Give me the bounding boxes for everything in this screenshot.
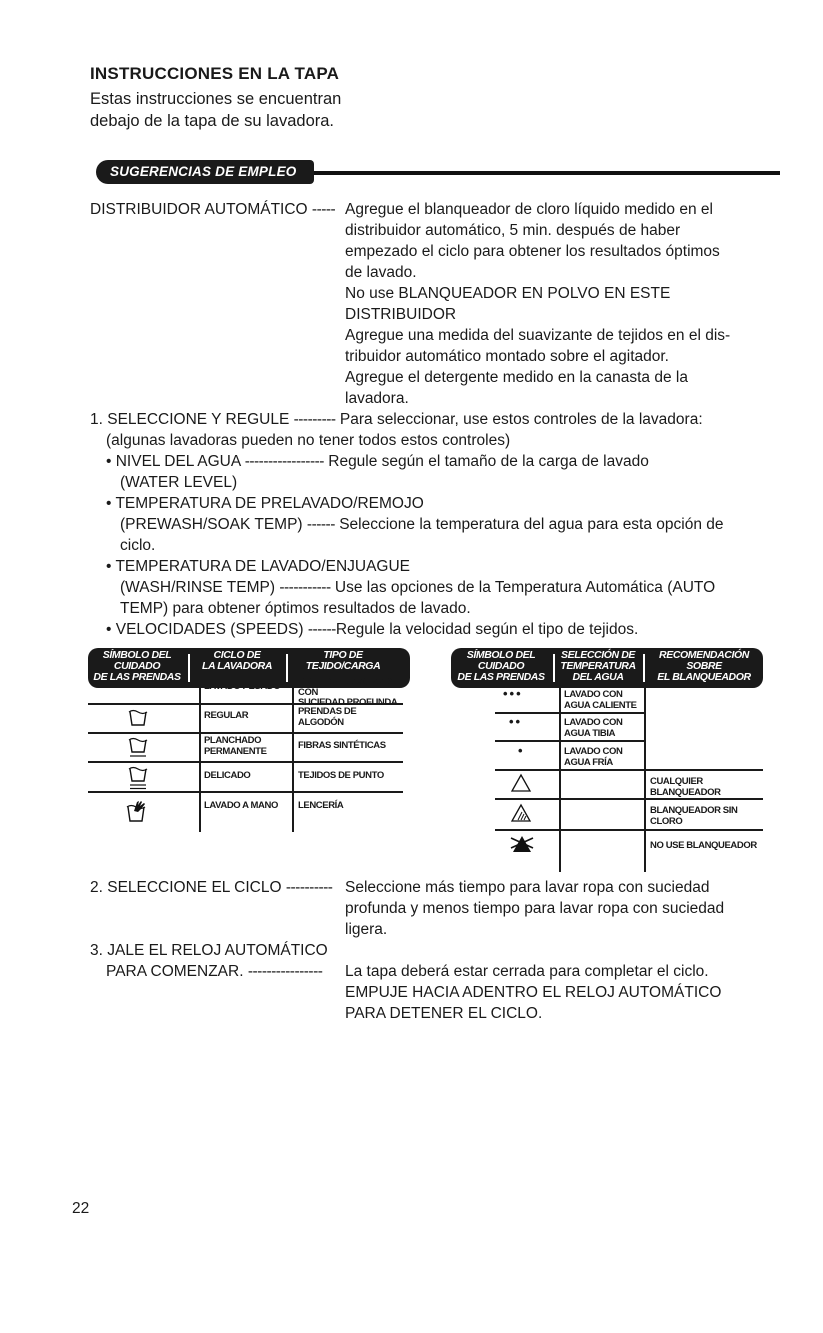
step1-text: Para seleccionar, use estos controles de la lavadora: (339, 411, 703, 428)
row-divider (495, 769, 763, 771)
text-line: distribuidor automático, 5 min. después de haber (345, 222, 681, 239)
fabric-cell: TEJIDOS DE PUNTO (298, 770, 384, 781)
text-line: ligera. (345, 921, 388, 938)
row-divider (495, 740, 644, 742)
table-header (451, 648, 763, 688)
row-divider (495, 798, 763, 800)
washrinse-text: Use las opciones de la Temperatura Automática (AUTO (334, 579, 716, 596)
washtub-icon (128, 708, 148, 731)
column-divider (292, 684, 294, 832)
washrinse-cont: TEMP) para obtener óptimos resultados de lavado. (120, 600, 471, 617)
leader-dashes: ---------------- (247, 963, 323, 980)
washrinse-label: • TEMPERATURA DE LAVADO/ENJUAGUE (106, 558, 411, 575)
care-symbols-cycle-table (88, 648, 410, 838)
hand-wash-icon (126, 799, 148, 828)
text-line: Seleccione más tiempo para lavar ropa con suciedad (345, 879, 710, 896)
step2-description (345, 877, 775, 940)
fabric-cell: PRENDAS DE ALGODÓN (298, 706, 357, 728)
text-line: lavadora. (345, 390, 409, 407)
text-line: Agregue el detergente medido en la canasta de la (345, 369, 688, 386)
leader-dashes: ----------------- (244, 453, 324, 470)
step1-note: (algunas lavadoras pueden no tener todos estos controles) (106, 432, 511, 449)
step1-line (90, 409, 790, 430)
step2-label: 2. SELECCIONE EL CICLO (90, 879, 282, 896)
cycle-cell: LAVADO PESADO (204, 681, 281, 692)
water-level-text: Regule según el tamaño de la carga de lavado (328, 453, 649, 470)
text-line: La tapa deberá estar cerrada para completar el ciclo. (345, 963, 709, 980)
intro-line: Estas instrucciones se encuentran (90, 90, 342, 108)
text-line: Agregue una medida del suavizante de tejidos en el dis- (345, 327, 731, 344)
column-divider (644, 686, 646, 872)
text-line: tribuidor automático montado sobre el agitador. (345, 348, 669, 365)
text-line: No use BLANQUEADOR EN POLVO EN ESTE (345, 285, 671, 302)
no-bleach-icon (509, 834, 535, 859)
fabric-cell: FIBRAS SINTÉTICAS (298, 740, 386, 751)
intro-line: debajo de la tapa de su lavadora. (90, 112, 335, 130)
leader-dashes: --------- (293, 411, 336, 428)
speeds-line (106, 619, 806, 640)
leader-dashes: ----------- (279, 579, 331, 596)
prewash-text: Seleccione la temperatura del agua para esta opción de (339, 516, 724, 533)
section-banner: SUGERENCIAS DE EMPLEO (96, 160, 314, 184)
two-dots-icon: •• (509, 714, 523, 729)
speeds-text: Regule la velocidad según el tipo de tejidos. (335, 621, 639, 638)
header-cycle: CICLO DE LA LAVADORA (201, 649, 273, 672)
text-line: DISTRIBUIDOR (345, 306, 457, 323)
care-symbols-temperature-table (451, 648, 763, 878)
temperature-cell: LAVADO CON AGUA TIBIA (564, 717, 623, 739)
cycle-cell: PLANCHADO PERMANENTE (204, 735, 267, 757)
temperature-cell: LAVADO CON AGUA FRÍA (564, 746, 623, 768)
column-divider (199, 684, 201, 832)
prewash-sub: (PREWASH/SOAK TEMP) (120, 516, 303, 533)
text-line: de lavado. (345, 264, 417, 281)
header-temperature: SELECCIÓN DE TEMPERATURA DEL AGUA (560, 649, 636, 683)
prewash-line (120, 514, 800, 535)
header-fabric: TIPO DE TEJIDO/CARGA (305, 649, 381, 672)
bleach-cell: BLANQUEADOR SIN CLORO (650, 805, 738, 827)
dispenser-term (90, 199, 335, 220)
step3-label: 3. JALE EL RELOJ AUTOMÁTICO (90, 942, 328, 959)
washtub-delicate-icon (128, 765, 148, 796)
cycle-cell: REGULAR (204, 710, 249, 721)
dispenser-description (345, 199, 775, 409)
row-divider (495, 829, 763, 831)
water-level-label: • NIVEL DEL AGUA (106, 453, 241, 470)
leader-dashes: ------ (307, 621, 336, 638)
text-line: Agregue el blanqueador de cloro líquido medido en el (345, 201, 713, 218)
fabric-cell: DRIL, TOALLAS, ROPA CON SUCIEDAD PROFUNDA (298, 676, 398, 708)
hatched-triangle-icon (511, 804, 531, 827)
step3-label-cont: PARA COMENZAR. (106, 963, 244, 980)
cycle-cell: DELICADO (204, 770, 251, 781)
prewash-cont: ciclo. (120, 537, 156, 554)
term-label: DISTRIBUIDOR AUTOMÁTICO (90, 201, 308, 218)
column-divider (559, 686, 561, 872)
one-dot-icon: • (518, 743, 523, 758)
row-divider (88, 732, 403, 734)
page-number: 22 (72, 1200, 90, 1217)
prewash-label: • TEMPERATURA DE PRELAVADO/REMOJO (106, 495, 424, 512)
cycle-cell: LAVADO A MANO (204, 800, 278, 811)
step2-term (90, 877, 332, 898)
header-care-symbol: SÍMBOLO DEL CUIDADO DE LAS PRENDAS (457, 649, 545, 683)
washrinse-line (120, 577, 800, 598)
header-bleach: RECOMENDACIÓN SOBRE EL BLANQUEADOR (657, 649, 751, 683)
speeds-label: • VELOCIDADES (SPEEDS) (106, 621, 304, 638)
washrinse-sub: (WASH/RINSE TEMP) (120, 579, 276, 596)
step3-term (106, 961, 322, 982)
washtub-permanent-press-icon (128, 736, 148, 763)
text-line: profunda y menos tiempo para lavar ropa con suciedad (345, 900, 725, 917)
page-title: INSTRUCCIONES EN LA TAPA (90, 64, 340, 83)
text-line: empezado el ciclo para obtener los resultados óptimos (345, 243, 720, 260)
text-line: PARA DETENER EL CICLO. (345, 1005, 543, 1022)
intro-text (90, 88, 410, 132)
fabric-cell: LENCERÍA (298, 800, 344, 811)
water-level-line (106, 451, 806, 472)
temperature-cell: LAVADO CON AGUA CALIENTE (564, 689, 637, 711)
step1-label: 1. SELECCIONE Y REGULE (90, 411, 290, 428)
step3-description (345, 961, 775, 1024)
three-dots-icon: ••• (503, 686, 523, 701)
bleach-cell: NO USE BLANQUEADOR (650, 840, 757, 851)
leader-dashes: ----- (311, 201, 336, 218)
bleach-cell: CUALQUIER BLANQUEADOR (650, 776, 721, 798)
water-level-sub: (WATER LEVEL) (120, 474, 238, 491)
triangle-icon (511, 774, 531, 797)
header-care-symbol: SÍMBOLO DEL CUIDADO DE LAS PRENDAS (93, 649, 181, 683)
leader-dashes: ------ (306, 516, 335, 533)
leader-dashes: ---------- (285, 879, 333, 896)
text-line: EMPUJE HACIA ADENTRO EL RELOJ AUTOMÁTICO (345, 984, 722, 1001)
